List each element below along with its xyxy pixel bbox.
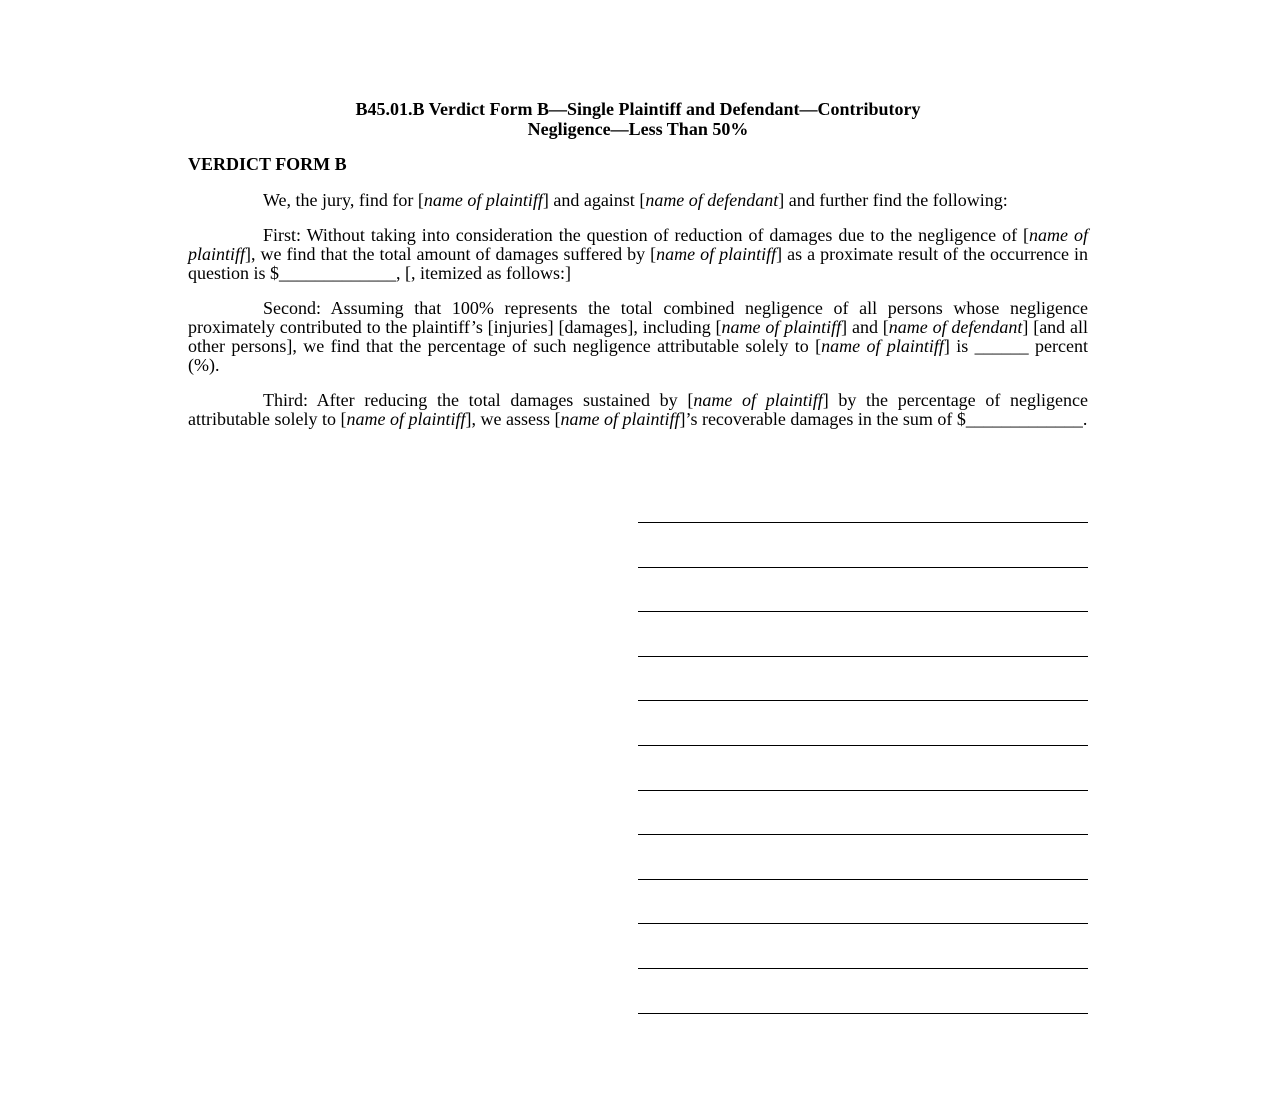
text-run: First: Without taking into consideration the question of reduction of damages due to the negligence of [ (263, 225, 1030, 245)
text-run: Second: Assuming that 100% represents the total combined negligence of all persons whose negligence proximately contributed to the plaintiff’s [injuries] [damages], including [ (188, 298, 1088, 337)
paragraph-finding (188, 191, 1088, 210)
text-run: ] and further find the following: (778, 190, 1008, 210)
paragraph-second (188, 299, 1088, 375)
juror-signature-line[interactable] (638, 700, 1088, 745)
placeholder-plaintiff: name of plaintiff (346, 409, 466, 429)
juror-signature-line[interactable] (638, 611, 1088, 656)
title-line-1: B45.01.B Verdict Form B—Single Plaintiff and Defendant—Contributory (355, 99, 921, 119)
juror-signature-line[interactable] (638, 522, 1088, 567)
juror-signature-line[interactable] (638, 745, 1088, 790)
section-heading: VERDICT FORM B (188, 154, 347, 174)
paragraph-third (188, 391, 1088, 429)
text-run: ] is ______ percent (%). (188, 336, 1088, 375)
juror-signature-line[interactable] (638, 656, 1088, 701)
placeholder-plaintiff: name of plaintiff (721, 317, 842, 337)
text-run: ] as a proximate result of the occurrence in question is $_____________, [, itemized as follows:] (188, 244, 1088, 283)
text-run: ], we find that the total amount of damages suffered by [ (245, 244, 657, 264)
juror-signature-line[interactable] (638, 834, 1088, 879)
text-run: ] by the percentage of negligence attributable solely to [ (188, 390, 1088, 429)
juror-signature-line[interactable] (638, 790, 1088, 835)
placeholder-defendant: name of defendant (888, 317, 1023, 337)
placeholder-plaintiff: name of plaintiff (188, 225, 1088, 264)
juror-signature-line[interactable] (638, 968, 1088, 1013)
paragraph-first (188, 226, 1088, 283)
placeholder-plaintiff: name of plaintiff (560, 409, 680, 429)
text-run: ] [and all other persons], we find that the percentage of such negligence attributable solely to [ (188, 317, 1088, 356)
juror-signature-line[interactable] (638, 879, 1088, 924)
text-run: ], we assess [ (465, 409, 561, 429)
text-run: We, the jury, find for [ (263, 190, 424, 210)
placeholder-defendant: name of defendant (645, 190, 779, 210)
verdict-form-page (188, 99, 1088, 429)
juror-signature-block (638, 522, 1088, 1057)
document-title (188, 99, 1088, 139)
juror-signature-line[interactable] (638, 567, 1088, 612)
text-run: ] and against [ (542, 190, 646, 210)
placeholder-plaintiff: name of plaintiff (693, 390, 823, 410)
placeholder-plaintiff: name of plaintiff (423, 190, 543, 210)
text-run: ] and [ (841, 317, 889, 337)
text-run: ]’s recoverable damages in the sum of $_____________. (679, 409, 1088, 429)
placeholder-plaintiff: name of plaintiff (821, 336, 944, 356)
text-run: Third: After reducing the total damages sustained by [ (263, 390, 694, 410)
placeholder-plaintiff: name of plaintiff (656, 244, 777, 264)
title-line-2: Negligence—Less Than 50% (527, 119, 749, 139)
juror-signature-line[interactable] (638, 1013, 1088, 1058)
juror-signature-line[interactable] (638, 923, 1088, 968)
